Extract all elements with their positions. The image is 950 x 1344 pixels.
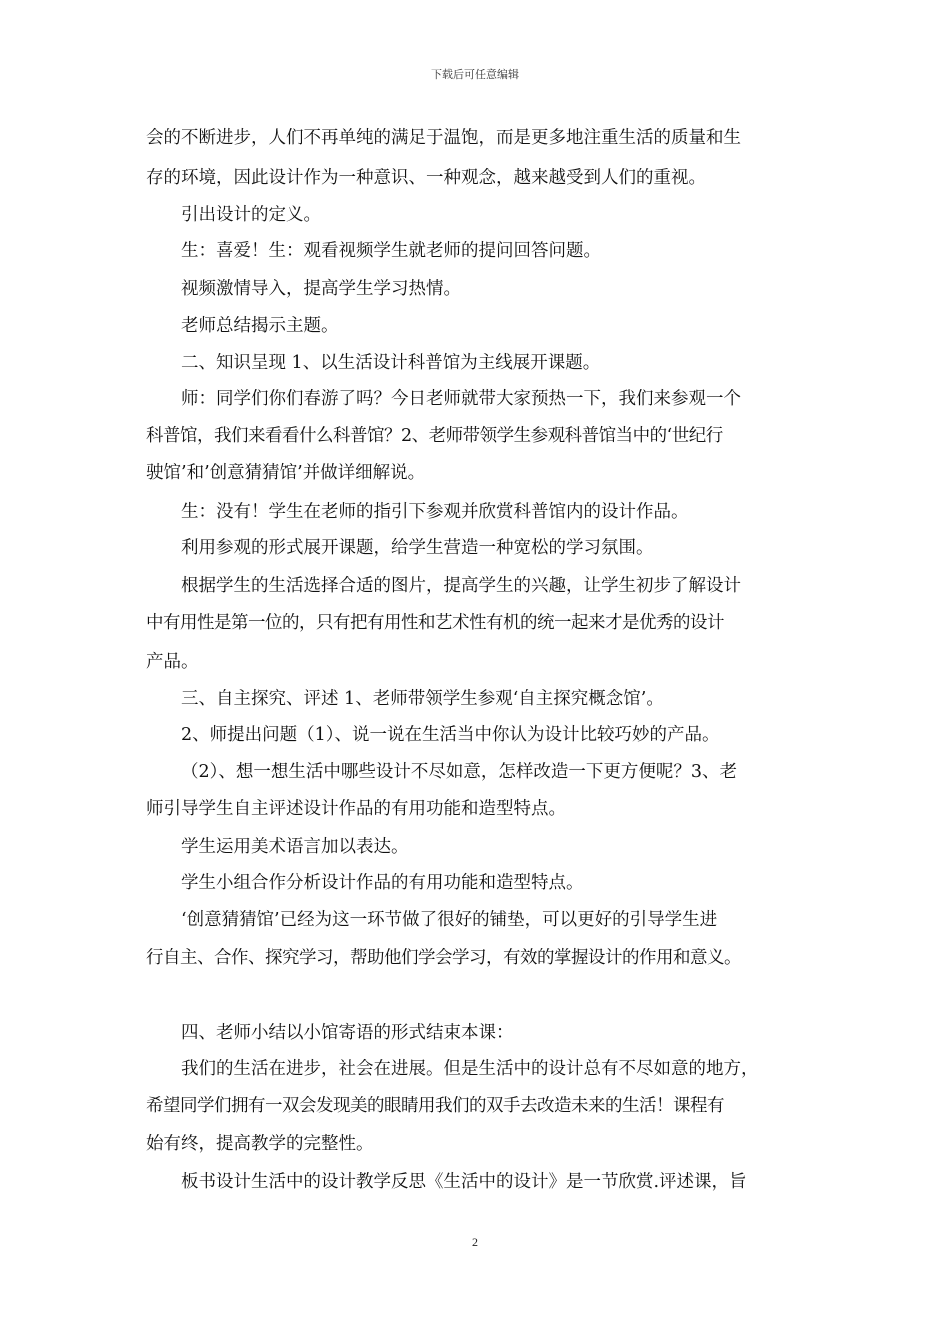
text-line: 存的环境，因此设计作为一种意识、一种观念，越来越受到人们的重视。 [146,168,706,188]
text-line: 学生运用美术语言加以表达。 [181,837,409,857]
text-line: 二、知识呈现 1、以生活设计科普馆为主线展开课题。 [181,353,601,373]
text-line: 我们的生活在进步，社会在进展。但是生活中的设计总有不尽如意的地方， [181,1059,759,1079]
text-line: 三、自主探究、评述 1、老师带领学生参观‘自主探究概念馆’。 [181,689,664,709]
page-number: 2 [472,1235,478,1249]
text-line: 四、老师小结以小馆寄语的形式结束本课： [181,1023,514,1043]
text-line: 利用参观的形式展开课题，给学生营造一种宽松的学习氛围。 [181,538,654,558]
text-line: 根据学生的生活选择合适的图片，提高学生的兴趣，让学生初步了解设计 [181,576,741,596]
text-line: 板书设计生活中的设计教学反思《生活中的设计》是一节欣赏.评述课，旨 [181,1172,747,1192]
text-line: 视频激情导入，提高学生学习热情。 [181,279,461,299]
text-line: （2）、想一想生活中哪些设计不尽如意，怎样改造一下更方便呢？3、老 [181,762,738,782]
text-line: 中有用性是第一位的，只有把有用性和艺术性有机的统一起来才是优秀的设计 [146,613,724,633]
text-line: 师：同学们你们春游了吗？今日老师就带大家预热一下，我们来参观一个 [181,389,741,409]
text-line: 希望同学们拥有一双会发现美的眼睛用我们的双手去改造未来的生活！课程有 [146,1096,724,1116]
text-line: 会的不断进步，人们不再单纯的满足于温饱，而是更多地注重生活的质量和生 [146,128,741,148]
page-header: 下载后可任意编辑 [431,68,519,81]
text-line: 师引导学生自主评述设计作品的有用功能和造型特点。 [146,799,566,819]
text-line: 2、师提出问题（1）、说一说在生活当中你认为设计比较巧妙的产品。 [181,725,720,745]
text-line: 科普馆，我们来看看什么科普馆？2、老师带领学生参观科普馆当中的‘世纪行 [146,426,723,446]
text-line: 产品。 [146,652,199,672]
text-line: 引出设计的定义。 [181,205,321,225]
text-line: 行自主、合作、探究学习，帮助他们学会学习，有效的掌握设计的作用和意义。 [146,948,741,968]
text-line: 始有终，提高教学的完整性。 [146,1134,374,1154]
text-line: 驶馆’和’创意猜猜馆’并做详细解说。 [146,463,426,483]
text-line: 生：喜爱！生：观看视频学生就老师的提问回答问题。 [181,241,601,261]
text-line: ‘创意猜猜馆’已经为这一环节做了很好的铺垫，可以更好的引导学生进 [181,910,718,930]
text-line: 生：没有！学生在老师的指引下参观并欣赏科普馆内的设计作品。 [181,502,689,522]
text-line: 老师总结揭示主题。 [181,316,339,336]
text-line: 学生小组合作分析设计作品的有用功能和造型特点。 [181,873,584,893]
